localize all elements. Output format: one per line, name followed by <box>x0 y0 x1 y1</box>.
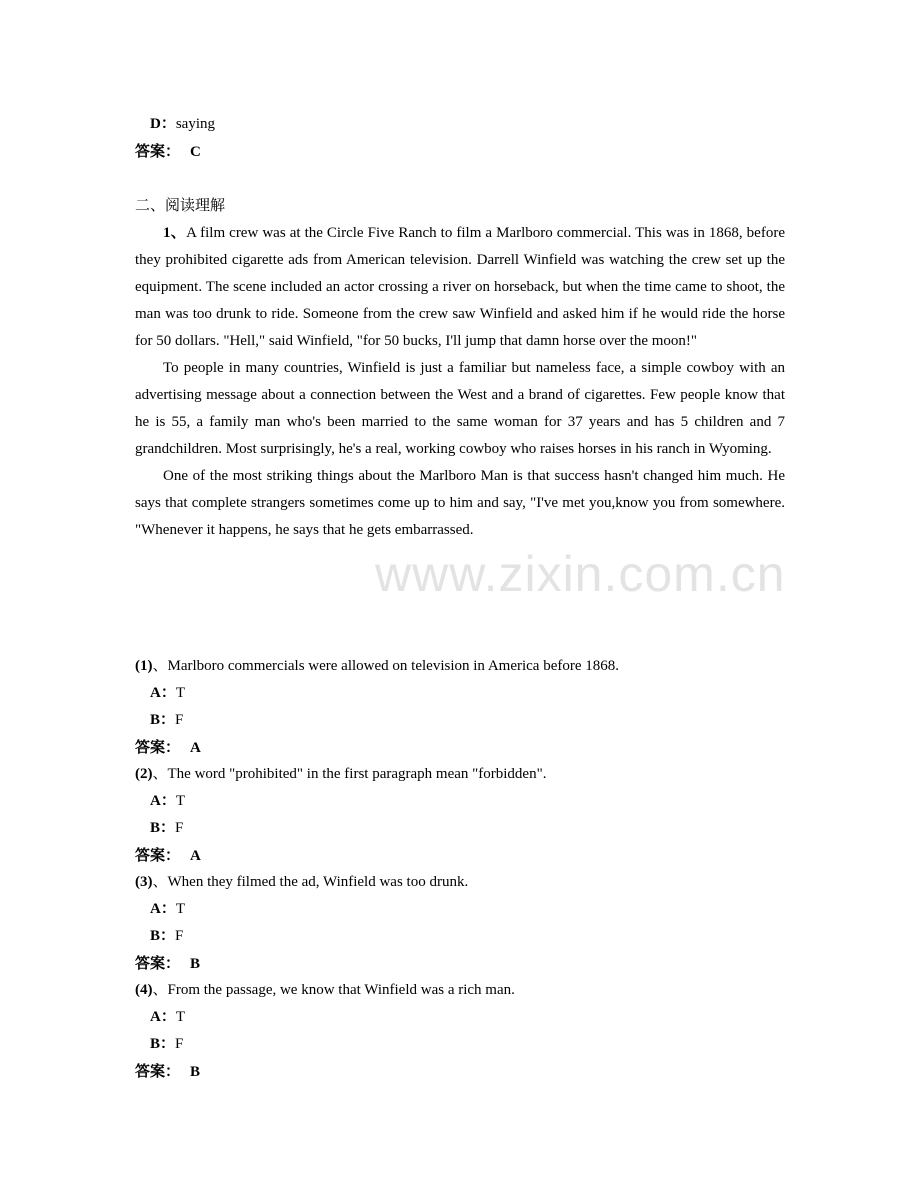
question-text: 、Marlboro commercials were allowed on television in America before 1868. <box>152 658 620 674</box>
passage-number: 1、 <box>163 225 187 241</box>
answer-value: C <box>190 144 201 160</box>
reading-passage <box>135 220 785 544</box>
option-text: T <box>175 1009 186 1025</box>
question-4 <box>135 977 785 1004</box>
option-text: F <box>175 1036 184 1052</box>
option-text: F <box>175 820 184 836</box>
answer-value: B <box>190 956 201 972</box>
answer-value: A <box>190 740 201 756</box>
question-1-answer <box>135 734 785 762</box>
option-text: T <box>175 685 186 701</box>
answer-value: B <box>190 1064 201 1080</box>
passage-paragraph-2: To people in many countries, Winfield is just a familiar but nameless face, a simple cowboy with an advertising message about a connection between the West and a brand of cigarettes. Few people know that he is 55, a family man who's been married to the same woman for 37 years and has 5 children and 7 grandchildren. Most surprisingly, he's a real, working cowboy who raises horses in his ranch in Wyoming. <box>135 360 785 457</box>
answer-label: 答案： <box>135 738 181 756</box>
option-key: B： <box>150 1036 176 1052</box>
option-key: B： <box>150 820 176 836</box>
prev-option-d <box>150 111 800 138</box>
passage-paragraph-3: One of the most striking things about the Marlboro Man is that success hasn't changed him much. He says that complete strangers sometimes come up to him and say, "I've met you,know you from somewhere. "Whenever it happens, he says that he gets embarrassed. <box>135 468 785 538</box>
question-4-answer <box>135 1058 785 1086</box>
answer-label: 答案： <box>135 142 181 160</box>
question-text: 、The word "prohibited" in the first paragraph mean "forbidden". <box>152 766 547 782</box>
option-text: F <box>175 712 184 728</box>
watermark: www.zixin.com.cn <box>375 546 786 602</box>
question-4-option-b <box>150 1031 800 1058</box>
answer-label: 答案： <box>135 1062 181 1080</box>
option-text: T <box>175 793 186 809</box>
question-3-answer <box>135 950 785 978</box>
question-1 <box>135 653 785 680</box>
question-number: (1) <box>135 658 153 674</box>
question-3 <box>135 869 785 896</box>
option-key: A： <box>150 901 176 917</box>
option-key: A： <box>150 1009 176 1025</box>
question-2-option-b <box>150 815 800 842</box>
question-text: 、From the passage, we know that Winfield was a rich man. <box>152 982 515 998</box>
answer-label: 答案： <box>135 954 181 972</box>
question-2-answer <box>135 842 785 870</box>
option-key: A： <box>150 793 176 809</box>
question-number: (2) <box>135 766 153 782</box>
question-number: (4) <box>135 982 153 998</box>
passage-paragraph-1 <box>135 220 785 355</box>
answer-label: 答案： <box>135 846 181 864</box>
option-text: T <box>175 901 186 917</box>
option-text: F <box>175 928 184 944</box>
section-title: 二、阅读理解 <box>135 196 226 214</box>
option-key: B： <box>150 928 176 944</box>
question-1-option-a <box>150 680 800 707</box>
option-key: B： <box>150 712 176 728</box>
question-3-option-a <box>150 896 800 923</box>
question-2 <box>135 761 785 788</box>
question-text: 、When they filmed the ad, Winfield was too drunk. <box>152 874 469 890</box>
question-number: (3) <box>135 874 153 890</box>
question-1-option-b <box>150 707 800 734</box>
prev-answer <box>135 138 785 166</box>
option-key: D： <box>150 116 176 132</box>
answer-value: A <box>190 848 201 864</box>
question-2-option-a <box>150 788 800 815</box>
paragraph-1-text: A film crew was at the Circle Five Ranch to film a Marlboro commercial. This was in 1868, before they prohibited cigarette ads from American television. Darrell Winfield was watching the crew set up the equipment. The scene included an actor crossing a river on horseback, but when the time came to shoot, the man was too drunk to ride. Someone from the crew saw Winfield and asked him if he would ride the horse for 50 dollars. "Hell," said Winfield, "for 50 bucks, I'll jump that damn horse over the moon!" <box>135 225 785 349</box>
option-key: A： <box>150 685 176 701</box>
question-3-option-b <box>150 923 800 950</box>
question-4-option-a <box>150 1004 800 1031</box>
option-text: saying <box>175 116 216 132</box>
